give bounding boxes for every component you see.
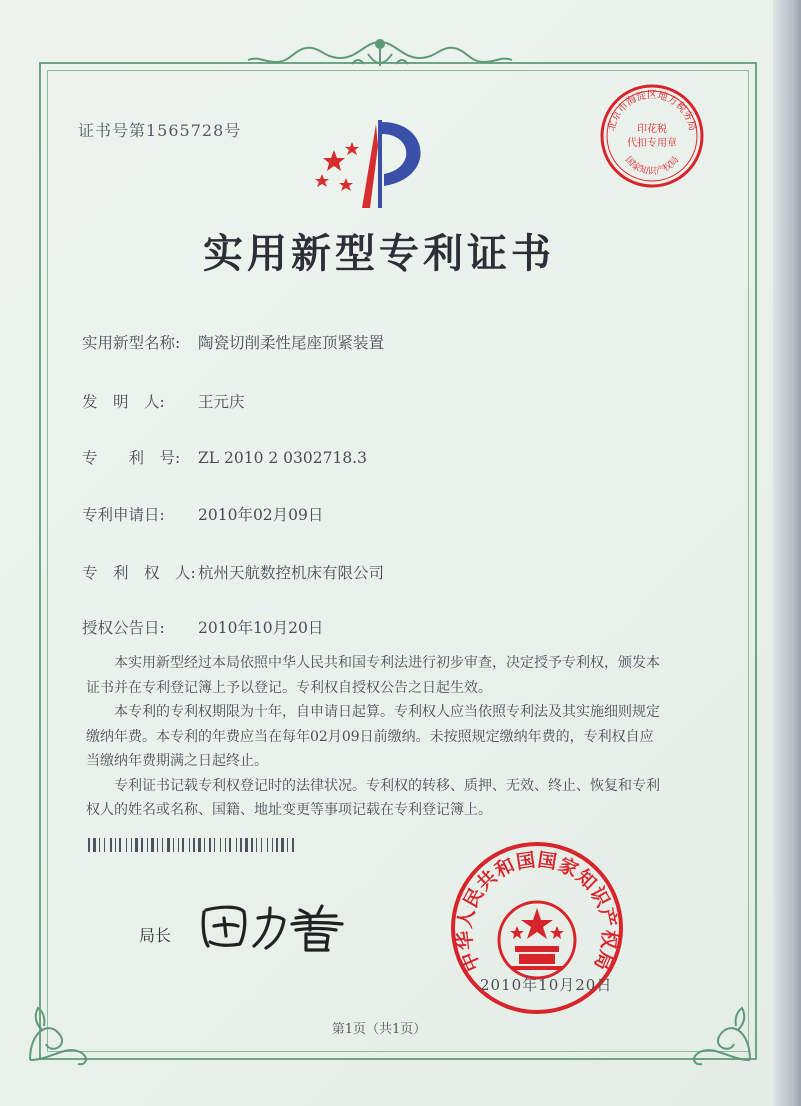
field-utility-model-name [82, 331, 384, 353]
barcode-bar [256, 838, 257, 852]
body-paragraph: 专利证书记载专利权登记时的法律状况。专利权的转移、质押、无效、终止、恢复和专利权人的姓名或名称、国籍、地址变更等事项记载在专利登记簿上。 [86, 777, 660, 818]
field-value: 王元庆 [198, 393, 245, 411]
barcode-bar [101, 838, 103, 852]
field-patent-number [82, 446, 367, 468]
barcode-bar [206, 838, 208, 852]
barcode-bar [173, 838, 174, 852]
certificate-body [86, 651, 666, 823]
field-label: 实用新型名称: [82, 334, 181, 352]
barcode-bar [220, 838, 221, 852]
field-label: 专 利 权 人: [82, 564, 196, 582]
field-value: 杭州天航数控机床有限公司 [198, 564, 385, 582]
barcode-bar [227, 838, 228, 852]
barcode-bar [185, 838, 188, 852]
barcode-bar [104, 838, 105, 852]
barcode-bar [261, 838, 262, 852]
barcode-bar [209, 838, 211, 852]
barcode-bar [276, 838, 278, 852]
barcode-bar [212, 838, 213, 852]
barcode-bar [189, 838, 190, 852]
binding-edge [773, 0, 801, 1106]
barcode-bar [162, 838, 163, 852]
barcode-bar [171, 838, 172, 852]
field-value: 2010年10月20日 [198, 619, 324, 637]
barcode-bar [131, 838, 132, 852]
barcode-bar [141, 838, 143, 852]
field-value: 2010年02月09日 [198, 506, 324, 524]
barcode-bar [204, 838, 205, 852]
director-signature [196, 896, 366, 956]
tax-stamp-outer-text: 北京市海淀区地方税务局 [606, 90, 698, 133]
barcode-bar [144, 838, 146, 852]
barcode-bar [157, 838, 158, 852]
barcode-bar [287, 838, 288, 852]
field-grant-date [82, 616, 323, 638]
field-value: 陶瓷切削柔性尾座顶紧装置 [198, 334, 385, 352]
barcode-bar [175, 838, 177, 852]
body-paragraph: 本专利的专利权期限为十年，自申请日起算。专利权人应当依照专利法及其实施细则规定缴纳年费。本专利的年费应当在每年02月09日前缴纳。未按照规定缴纳年费的，专利权自应当缴纳年费期满之日起终止。 [86, 704, 660, 769]
tax-stamp-line-1: 印花税 [637, 124, 667, 135]
barcode-bar [229, 838, 231, 852]
barcode-bar [232, 838, 235, 852]
barcode-bar [91, 838, 92, 852]
barcode-bar [128, 838, 130, 852]
barcode-bar [263, 838, 266, 852]
barcode-bar [272, 838, 273, 852]
body-paragraph: 本实用新型经过本局依照中华人民共和国专利法进行初步审查，决定授予专利权，颁发本证书并在专利登记簿上予以登记。专利权自授权公告之日起生效。 [86, 655, 660, 696]
barcode-bar [295, 838, 296, 852]
barcode-bar [222, 838, 224, 852]
barcode-bar [155, 838, 156, 852]
office-seal-text: 中华人民共和国国家知识产权局 [453, 848, 621, 975]
barcode-bar [149, 838, 150, 852]
barcode-bar [139, 838, 140, 852]
certificate-number: 证书号第1565728号 [78, 121, 242, 140]
barcode-bar [147, 838, 148, 852]
document-title: 实用新型专利证书 [203, 230, 555, 277]
barcode-bar [110, 838, 112, 852]
barcode-bar [292, 838, 294, 852]
tax-stamp [596, 80, 708, 192]
barcode-bar [281, 838, 284, 852]
barcode-bar [216, 838, 219, 852]
barcode-bar [198, 838, 201, 852]
barcode-bar [88, 838, 90, 852]
field-label: 专 利 号: [82, 449, 181, 467]
barcode-bar [254, 838, 255, 852]
barcode-bar [133, 838, 134, 852]
barcode-bar [106, 838, 109, 852]
tax-stamp-bottom-text: 国家知识产权局 [622, 155, 682, 177]
director-label: 局长 [139, 926, 172, 945]
barcode-bar [119, 838, 121, 852]
barcode-bar [93, 838, 96, 852]
national-emblem-icon [499, 902, 575, 978]
barcode-bar [238, 838, 239, 852]
field-label: 专利申请日: [82, 506, 165, 524]
page-number: 第1页（共1页） [331, 1022, 427, 1037]
barcode-bar [115, 838, 116, 852]
barcode-bar [289, 838, 291, 852]
field-application-date [82, 503, 323, 525]
barcode-bar [191, 838, 192, 852]
barcode-bar [117, 838, 118, 852]
barcode-bar [274, 838, 275, 852]
barcode-bar [99, 838, 100, 852]
barcode-bar [251, 838, 253, 852]
barcode-bar [202, 838, 203, 852]
barcode-bar [225, 838, 226, 852]
field-patentee [82, 561, 384, 583]
barcode-bar [135, 838, 138, 852]
barcode-bar [285, 838, 286, 852]
barcode-bar [182, 838, 184, 852]
barcode-bar [193, 838, 195, 852]
barcode [88, 838, 358, 852]
barcode-bar [164, 838, 166, 852]
barcode-bar [126, 838, 127, 852]
barcode-bar [245, 838, 248, 852]
barcode-bar [180, 838, 181, 852]
barcode-bar [214, 838, 215, 852]
issue-date: 2010年10月20日 [480, 976, 613, 994]
field-inventor [82, 390, 245, 412]
barcode-bar [243, 838, 244, 852]
field-label: 发 明 人: [82, 393, 165, 411]
barcode-bar [159, 838, 161, 852]
svg-text:国家知识产权局 [623, 155, 681, 177]
barcode-bar [267, 838, 268, 852]
field-value: ZL 2010 2 0302718.3 [198, 449, 367, 467]
barcode-bar [178, 838, 179, 852]
field-label: 授权公告日: [82, 619, 165, 637]
barcode-bar [113, 838, 114, 852]
barcode-bar [249, 838, 250, 852]
barcode-bar [240, 838, 242, 852]
barcode-bar [258, 838, 260, 852]
barcode-bar [196, 838, 197, 852]
barcode-bar [167, 838, 170, 852]
barcode-bar [269, 838, 271, 852]
top-ornament [240, 36, 520, 76]
barcode-bar [97, 838, 98, 852]
barcode-bar [236, 838, 237, 852]
tax-stamp-line-2: 代扣专用章 [627, 138, 677, 149]
barcode-bar [151, 838, 154, 852]
barcode-bar [122, 838, 125, 852]
patent-office-logo [312, 116, 442, 216]
barcode-bar [279, 838, 280, 852]
